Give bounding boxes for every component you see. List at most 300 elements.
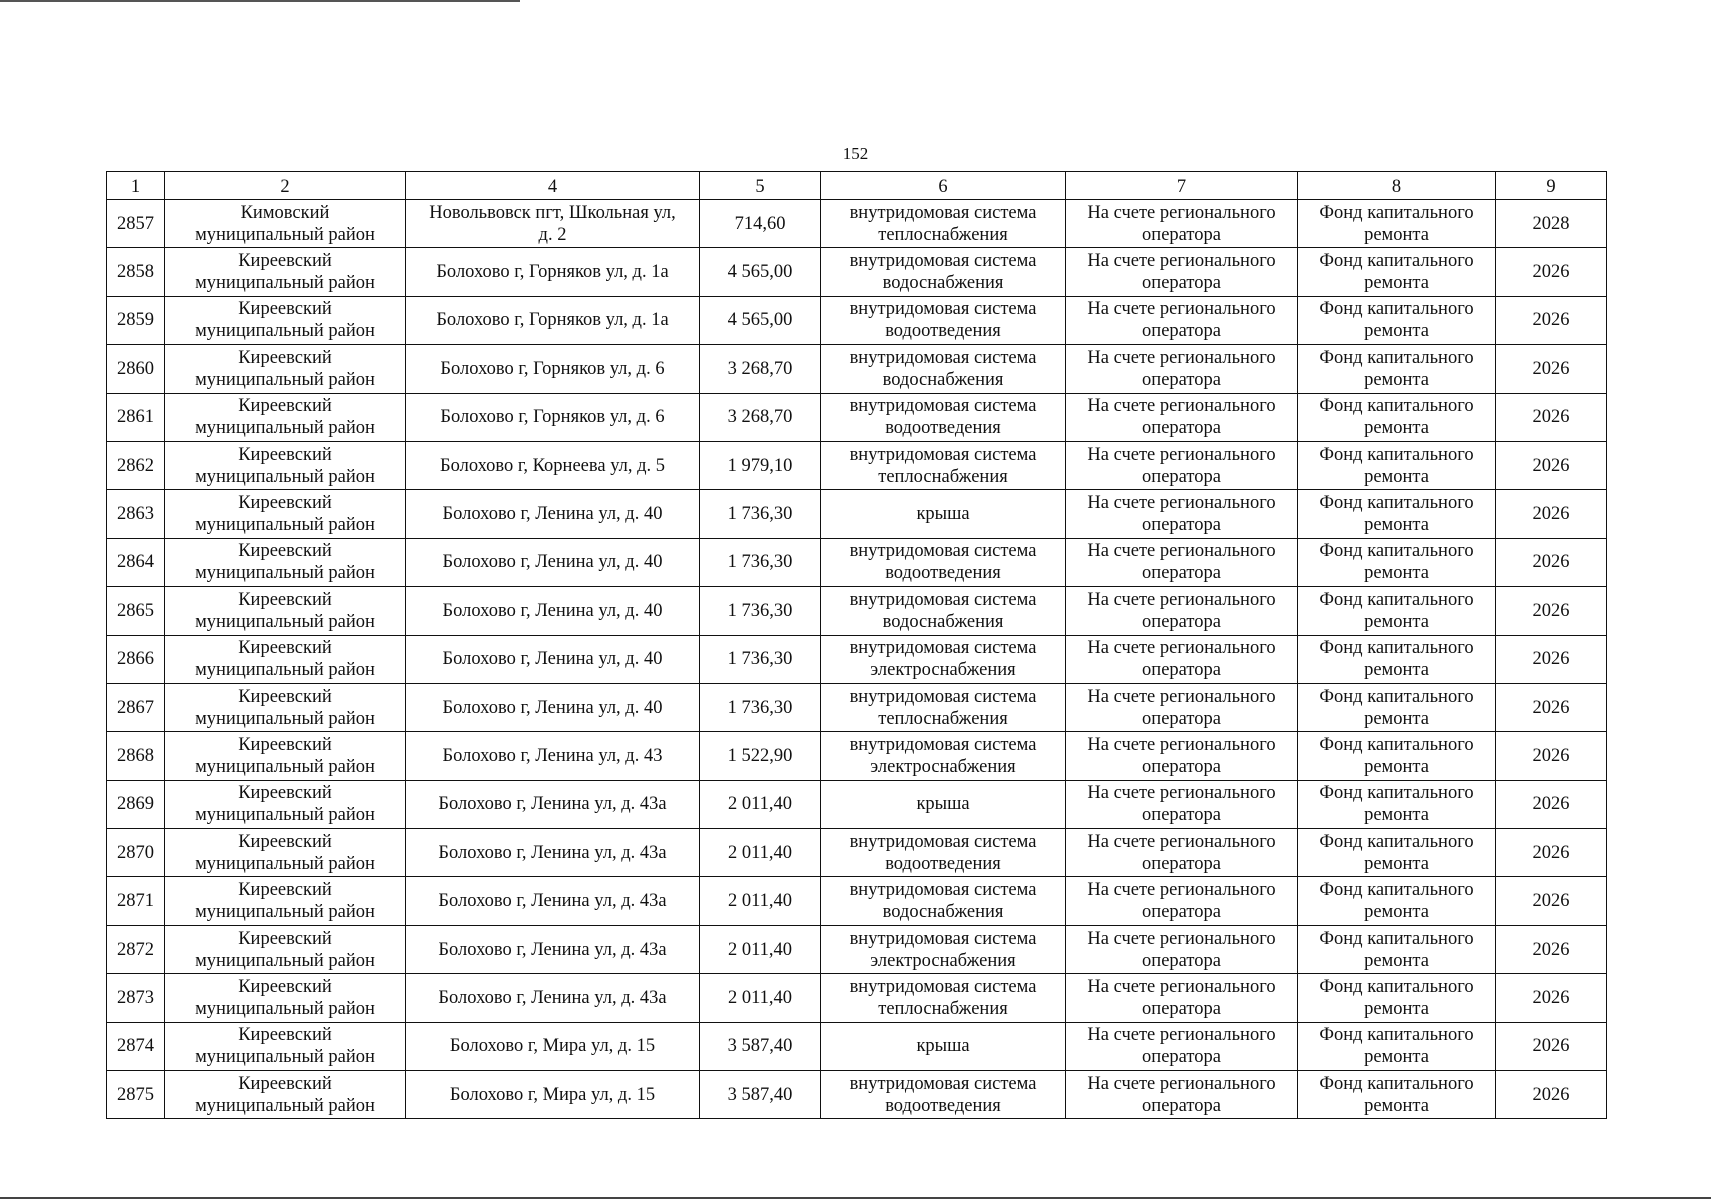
district-cell-line: Киреевский — [238, 686, 332, 707]
repair-type-cell-line: внутридомовая система — [849, 299, 1037, 320]
funding-source-cell-line: ремонта — [1364, 1095, 1429, 1116]
address-cell — [406, 635, 700, 683]
funding-source-cell-line: ремонта — [1364, 369, 1429, 390]
district-cell — [165, 1022, 406, 1070]
district-cell-line: муниципальный район — [195, 1047, 375, 1068]
row-number-cell: 2860 — [107, 345, 165, 393]
funding-source-cell-line: Фонд капитального — [1319, 202, 1474, 223]
address-cell — [406, 393, 700, 441]
repair-type-cell — [821, 974, 1066, 1022]
address-cell-line: Болохово г, Горняков ул, д. 1а — [436, 310, 669, 331]
funding-source-cell-line: Фонд капитального — [1319, 541, 1474, 562]
column-header: 8 — [1298, 172, 1496, 200]
table-row — [107, 925, 1607, 973]
repair-type-cell-line: внутридомовая система — [849, 638, 1037, 659]
funding-source-cell — [1298, 538, 1496, 586]
address-cell-line: Болохово г, Ленина ул, д. 40 — [442, 552, 663, 573]
row-number-cell: 2859 — [107, 296, 165, 344]
account-method-cell — [1066, 683, 1298, 731]
account-method-cell-line: оператора — [1142, 563, 1221, 584]
district-cell-line: Киреевский — [238, 928, 332, 949]
account-method-cell — [1066, 248, 1298, 296]
account-method-cell — [1066, 538, 1298, 586]
funding-source-cell — [1298, 877, 1496, 925]
account-method-cell-line: На счете регионального — [1087, 686, 1276, 707]
repair-type-cell — [821, 780, 1066, 828]
scan-edge-top — [0, 0, 520, 2]
repair-type-cell-line: водоотведения — [885, 1095, 1001, 1116]
address-cell — [406, 587, 700, 635]
district-cell-line: муниципальный район — [195, 805, 375, 826]
area-cell: 2 011,40 — [700, 974, 821, 1022]
account-method-cell — [1066, 200, 1298, 248]
district-cell-line: муниципальный район — [195, 756, 375, 777]
address-cell — [406, 200, 700, 248]
funding-source-cell-line: Фонд капитального — [1319, 831, 1474, 852]
address-cell — [406, 1022, 700, 1070]
column-header: 2 — [165, 172, 406, 200]
table-row — [107, 538, 1607, 586]
area-cell: 3 587,40 — [700, 1071, 821, 1119]
address-cell — [406, 345, 700, 393]
account-method-cell-line: На счете регионального — [1087, 976, 1276, 997]
table-row — [107, 441, 1607, 489]
funding-source-cell — [1298, 732, 1496, 780]
account-method-cell-line: оператора — [1142, 950, 1221, 971]
area-cell: 714,60 — [700, 200, 821, 248]
table-body — [107, 200, 1607, 1119]
table-row — [107, 829, 1607, 877]
funding-source-cell-line: Фонд капитального — [1319, 976, 1474, 997]
address-cell-line: Болохово г, Ленина ул, д. 43 — [442, 745, 663, 766]
district-cell — [165, 296, 406, 344]
district-cell-line: Киреевский — [238, 976, 332, 997]
funding-source-cell-line: ремонта — [1364, 708, 1429, 729]
repair-type-cell — [821, 829, 1066, 877]
funding-source-cell-line: Фонд капитального — [1319, 880, 1474, 901]
account-method-cell-line: На счете регионального — [1087, 251, 1276, 272]
funding-source-cell — [1298, 829, 1496, 877]
repair-type-cell — [821, 490, 1066, 538]
district-cell — [165, 345, 406, 393]
address-cell — [406, 732, 700, 780]
table-row — [107, 1022, 1607, 1070]
funding-source-cell-line: Фонд капитального — [1319, 493, 1474, 514]
account-method-cell-line: На счете регионального — [1087, 783, 1276, 804]
address-cell-line: д. 2 — [538, 224, 567, 245]
year-cell: 2026 — [1496, 587, 1607, 635]
account-method-cell — [1066, 490, 1298, 538]
funding-source-cell — [1298, 925, 1496, 973]
row-number-cell: 2857 — [107, 200, 165, 248]
account-method-cell-line: оператора — [1142, 515, 1221, 536]
account-method-cell-line: На счете регионального — [1087, 589, 1276, 610]
table-row — [107, 877, 1607, 925]
account-method-cell-line: оператора — [1142, 998, 1221, 1019]
account-method-cell — [1066, 877, 1298, 925]
area-cell: 4 565,00 — [700, 296, 821, 344]
year-cell: 2026 — [1496, 732, 1607, 780]
year-cell: 2026 — [1496, 635, 1607, 683]
account-method-cell-line: оператора — [1142, 418, 1221, 439]
address-cell — [406, 538, 700, 586]
repair-type-cell-line: водоснабжения — [882, 902, 1004, 923]
row-number-cell: 2863 — [107, 490, 165, 538]
funding-source-cell-line: Фонд капитального — [1319, 734, 1474, 755]
funding-source-cell-line: Фонд капитального — [1319, 396, 1474, 417]
account-method-cell-line: оператора — [1142, 805, 1221, 826]
funding-source-cell-line: ремонта — [1364, 273, 1429, 294]
repair-type-cell-line: внутридомовая система — [849, 928, 1037, 949]
funding-source-cell-line: ремонта — [1364, 515, 1429, 536]
funding-source-cell-line: ремонта — [1364, 1047, 1429, 1068]
row-number-cell: 2875 — [107, 1071, 165, 1119]
account-method-cell-line: На счете регионального — [1087, 928, 1276, 949]
repair-type-cell — [821, 925, 1066, 973]
district-cell — [165, 200, 406, 248]
address-cell-line: Болохово г, Ленина ул, д. 40 — [442, 697, 663, 718]
repair-type-cell-line: теплоснабжения — [878, 708, 1008, 729]
funding-source-cell — [1298, 635, 1496, 683]
account-method-cell-line: На счете регионального — [1087, 396, 1276, 417]
district-cell — [165, 829, 406, 877]
row-number-cell: 2864 — [107, 538, 165, 586]
district-cell-line: муниципальный район — [195, 273, 375, 294]
address-cell-line: Новольвовск пгт, Школьная ул, — [429, 202, 676, 223]
row-number-cell: 2868 — [107, 732, 165, 780]
funding-source-cell — [1298, 974, 1496, 1022]
district-cell-line: Киреевский — [238, 396, 332, 417]
district-cell-line: муниципальный район — [195, 563, 375, 584]
district-cell-line: муниципальный район — [195, 515, 375, 536]
area-cell: 3 268,70 — [700, 393, 821, 441]
area-cell: 1 979,10 — [700, 441, 821, 489]
account-method-cell-line: оператора — [1142, 224, 1221, 245]
repair-type-cell-line: внутридомовая система — [849, 734, 1037, 755]
column-header: 4 — [406, 172, 700, 200]
district-cell-line: муниципальный район — [195, 224, 375, 245]
district-cell-line: Киреевский — [238, 347, 332, 368]
funding-source-cell-line: ремонта — [1364, 418, 1429, 439]
funding-source-cell-line: Фонд капитального — [1319, 783, 1474, 804]
area-cell: 1 736,30 — [700, 538, 821, 586]
repair-type-cell-line: крыша — [916, 504, 970, 525]
funding-source-cell-line: Фонд капитального — [1319, 1025, 1474, 1046]
account-method-cell-line: На счете регионального — [1087, 1025, 1276, 1046]
row-number-cell: 2858 — [107, 248, 165, 296]
table-row — [107, 635, 1607, 683]
table-row — [107, 1071, 1607, 1119]
funding-source-cell-line: ремонта — [1364, 224, 1429, 245]
district-cell — [165, 780, 406, 828]
funding-source-cell-line: Фонд капитального — [1319, 444, 1474, 465]
district-cell-line: муниципальный район — [195, 611, 375, 632]
funding-source-cell-line: Фонд капитального — [1319, 251, 1474, 272]
repair-type-cell-line: водоотведения — [885, 321, 1001, 342]
repair-type-cell — [821, 345, 1066, 393]
account-method-cell-line: оператора — [1142, 369, 1221, 390]
address-cell-line: Болохово г, Ленина ул, д. 43а — [438, 794, 667, 815]
district-cell — [165, 683, 406, 731]
account-method-cell-line: оператора — [1142, 466, 1221, 487]
table-row — [107, 200, 1607, 248]
area-cell: 1 736,30 — [700, 683, 821, 731]
table-row — [107, 345, 1607, 393]
row-number-cell: 2874 — [107, 1022, 165, 1070]
repair-type-cell-line: электроснабжения — [870, 756, 1016, 777]
funding-source-cell — [1298, 1022, 1496, 1070]
table-row — [107, 683, 1607, 731]
area-cell: 2 011,40 — [700, 829, 821, 877]
funding-source-cell — [1298, 296, 1496, 344]
table-row — [107, 587, 1607, 635]
account-method-cell — [1066, 925, 1298, 973]
year-cell: 2026 — [1496, 441, 1607, 489]
repair-type-cell — [821, 587, 1066, 635]
funding-source-cell-line: Фонд капитального — [1319, 299, 1474, 320]
year-cell: 2026 — [1496, 393, 1607, 441]
column-header: 6 — [821, 172, 1066, 200]
repair-type-cell — [821, 296, 1066, 344]
funding-source-cell — [1298, 441, 1496, 489]
year-cell: 2026 — [1496, 490, 1607, 538]
area-cell: 1 736,30 — [700, 635, 821, 683]
area-cell: 1 736,30 — [700, 490, 821, 538]
row-number-cell: 2866 — [107, 635, 165, 683]
funding-source-cell-line: Фонд капитального — [1319, 347, 1474, 368]
district-cell — [165, 587, 406, 635]
district-cell-line: Киреевский — [238, 444, 332, 465]
row-number-cell: 2872 — [107, 925, 165, 973]
address-cell — [406, 780, 700, 828]
row-number-cell: 2869 — [107, 780, 165, 828]
repair-type-cell — [821, 732, 1066, 780]
account-method-cell-line: На счете регионального — [1087, 831, 1276, 852]
account-method-cell — [1066, 393, 1298, 441]
district-cell-line: муниципальный район — [195, 950, 375, 971]
funding-source-cell-line: ремонта — [1364, 321, 1429, 342]
funding-source-cell-line: Фонд капитального — [1319, 928, 1474, 949]
repair-type-cell — [821, 1022, 1066, 1070]
address-cell — [406, 441, 700, 489]
account-method-cell-line: На счете регионального — [1087, 444, 1276, 465]
account-method-cell — [1066, 974, 1298, 1022]
repair-type-cell — [821, 683, 1066, 731]
funding-source-cell-line: ремонта — [1364, 756, 1429, 777]
district-cell-line: Киреевский — [238, 589, 332, 610]
district-cell-line: муниципальный район — [195, 708, 375, 729]
row-number-cell: 2865 — [107, 587, 165, 635]
funding-source-cell-line: Фонд капитального — [1319, 1073, 1474, 1094]
account-method-cell-line: оператора — [1142, 1047, 1221, 1068]
address-cell — [406, 490, 700, 538]
repair-type-cell — [821, 200, 1066, 248]
district-cell-line: муниципальный район — [195, 1095, 375, 1116]
repair-type-cell-line: водоснабжения — [882, 273, 1004, 294]
area-cell: 2 011,40 — [700, 925, 821, 973]
address-cell-line: Болохово г, Ленина ул, д. 40 — [442, 600, 663, 621]
column-number-row — [107, 172, 1607, 200]
repair-type-cell-line: теплоснабжения — [878, 466, 1008, 487]
district-cell — [165, 635, 406, 683]
funding-source-cell-line: ремонта — [1364, 950, 1429, 971]
row-number-cell: 2870 — [107, 829, 165, 877]
account-method-cell-line: оператора — [1142, 902, 1221, 923]
district-cell-line: Киреевский — [238, 880, 332, 901]
district-cell-line: Киреевский — [238, 251, 332, 272]
year-cell: 2026 — [1496, 974, 1607, 1022]
district-cell-line: муниципальный район — [195, 369, 375, 390]
repair-type-cell — [821, 538, 1066, 586]
funding-source-cell-line: Фонд капитального — [1319, 638, 1474, 659]
district-cell-line: муниципальный район — [195, 902, 375, 923]
repair-type-cell-line: водоотведения — [885, 563, 1001, 584]
district-cell — [165, 974, 406, 1022]
repair-type-cell-line: водоотведения — [885, 853, 1001, 874]
year-cell: 2026 — [1496, 296, 1607, 344]
district-cell-line: Киреевский — [238, 541, 332, 562]
funding-source-cell — [1298, 248, 1496, 296]
area-cell: 3 587,40 — [700, 1022, 821, 1070]
repair-type-cell-line: водоснабжения — [882, 369, 1004, 390]
row-number-cell: 2862 — [107, 441, 165, 489]
account-method-cell-line: На счете регионального — [1087, 202, 1276, 223]
district-cell-line: Киреевский — [238, 734, 332, 755]
repair-type-cell-line: внутридомовая система — [849, 347, 1037, 368]
account-method-cell-line: На счете регионального — [1087, 493, 1276, 514]
account-method-cell — [1066, 780, 1298, 828]
address-cell-line: Болохово г, Горняков ул, д. 6 — [440, 358, 665, 379]
table-row — [107, 248, 1607, 296]
repair-type-cell-line: внутридомовая система — [849, 1073, 1037, 1094]
repair-type-cell-line: электроснабжения — [870, 660, 1016, 681]
district-cell — [165, 1071, 406, 1119]
account-method-cell-line: оператора — [1142, 708, 1221, 729]
district-cell-line: Киреевский — [238, 783, 332, 804]
funding-source-cell-line: ремонта — [1364, 998, 1429, 1019]
address-cell-line: Болохово г, Горняков ул, д. 1а — [436, 262, 669, 283]
address-cell-line: Болохово г, Мира ул, д. 15 — [449, 1084, 656, 1105]
repair-type-cell — [821, 877, 1066, 925]
row-number-cell: 2873 — [107, 974, 165, 1022]
repair-type-cell — [821, 441, 1066, 489]
repair-type-cell-line: теплоснабжения — [878, 998, 1008, 1019]
account-method-cell-line: На счете регионального — [1087, 347, 1276, 368]
table-row — [107, 490, 1607, 538]
repair-type-cell-line: внутридомовая система — [849, 589, 1037, 610]
area-cell: 3 268,70 — [700, 345, 821, 393]
district-cell — [165, 538, 406, 586]
column-header: 5 — [700, 172, 821, 200]
repair-type-cell-line: внутридомовая система — [849, 831, 1037, 852]
year-cell: 2026 — [1496, 683, 1607, 731]
district-cell-line: муниципальный район — [195, 853, 375, 874]
repair-type-cell-line: внутридомовая система — [849, 880, 1037, 901]
column-header: 1 — [107, 172, 165, 200]
district-cell-line: муниципальный район — [195, 466, 375, 487]
year-cell: 2026 — [1496, 1071, 1607, 1119]
repair-type-cell-line: внутридомовая система — [849, 976, 1037, 997]
account-method-cell-line: На счете регионального — [1087, 541, 1276, 562]
funding-source-cell-line: ремонта — [1364, 660, 1429, 681]
district-cell — [165, 732, 406, 780]
repair-type-cell-line: внутридомовая система — [849, 541, 1037, 562]
district-cell-line: муниципальный район — [195, 660, 375, 681]
district-cell-line: муниципальный район — [195, 998, 375, 1019]
district-cell — [165, 393, 406, 441]
account-method-cell — [1066, 345, 1298, 393]
table-row — [107, 393, 1607, 441]
area-cell: 1 736,30 — [700, 587, 821, 635]
address-cell-line: Болохово г, Ленина ул, д. 43а — [438, 891, 667, 912]
year-cell: 2026 — [1496, 780, 1607, 828]
repair-type-cell — [821, 635, 1066, 683]
account-method-cell-line: На счете регионального — [1087, 299, 1276, 320]
district-cell-line: Киреевский — [238, 638, 332, 659]
account-method-cell-line: оператора — [1142, 756, 1221, 777]
account-method-cell-line: оператора — [1142, 611, 1221, 632]
year-cell: 2026 — [1496, 829, 1607, 877]
repair-register-table — [106, 171, 1607, 1119]
address-cell-line: Болохово г, Ленина ул, д. 40 — [442, 504, 663, 525]
district-cell — [165, 441, 406, 489]
address-cell — [406, 1071, 700, 1119]
address-cell — [406, 877, 700, 925]
funding-source-cell-line: ремонта — [1364, 902, 1429, 923]
area-cell: 2 011,40 — [700, 877, 821, 925]
account-method-cell — [1066, 296, 1298, 344]
address-cell — [406, 683, 700, 731]
address-cell — [406, 248, 700, 296]
funding-source-cell — [1298, 200, 1496, 248]
repair-type-cell — [821, 248, 1066, 296]
address-cell — [406, 925, 700, 973]
funding-source-cell-line: Фонд капитального — [1319, 589, 1474, 610]
repair-type-cell-line: электроснабжения — [870, 950, 1016, 971]
repair-type-cell-line: внутридомовая система — [849, 686, 1037, 707]
funding-source-cell — [1298, 587, 1496, 635]
address-cell — [406, 974, 700, 1022]
district-cell-line: Кимовский — [240, 202, 330, 223]
account-method-cell — [1066, 635, 1298, 683]
account-method-cell-line: оператора — [1142, 321, 1221, 342]
row-number-cell: 2861 — [107, 393, 165, 441]
account-method-cell-line: оператора — [1142, 1095, 1221, 1116]
funding-source-cell — [1298, 1071, 1496, 1119]
account-method-cell-line: На счете регионального — [1087, 880, 1276, 901]
account-method-cell-line: оператора — [1142, 273, 1221, 294]
area-cell: 2 011,40 — [700, 780, 821, 828]
account-method-cell-line: На счете регионального — [1087, 734, 1276, 755]
row-number-cell: 2871 — [107, 877, 165, 925]
repair-type-cell — [821, 1071, 1066, 1119]
district-cell-line: Киреевский — [238, 299, 332, 320]
page-number: 152 — [842, 144, 869, 163]
year-cell: 2026 — [1496, 345, 1607, 393]
address-cell-line: Болохово г, Ленина ул, д. 43а — [438, 987, 667, 1008]
scan-edge-bottom — [0, 1197, 1711, 1199]
district-cell-line: Киреевский — [238, 831, 332, 852]
funding-source-cell — [1298, 393, 1496, 441]
column-header: 9 — [1496, 172, 1607, 200]
district-cell-line: Киреевский — [238, 1025, 332, 1046]
year-cell: 2026 — [1496, 248, 1607, 296]
repair-type-cell-line: внутридомовая система — [849, 444, 1037, 465]
repair-type-cell-line: внутридомовая система — [849, 251, 1037, 272]
address-cell-line: Болохово г, Мира ул, д. 15 — [449, 1036, 656, 1057]
column-header: 7 — [1066, 172, 1298, 200]
repair-type-cell-line: крыша — [916, 794, 970, 815]
